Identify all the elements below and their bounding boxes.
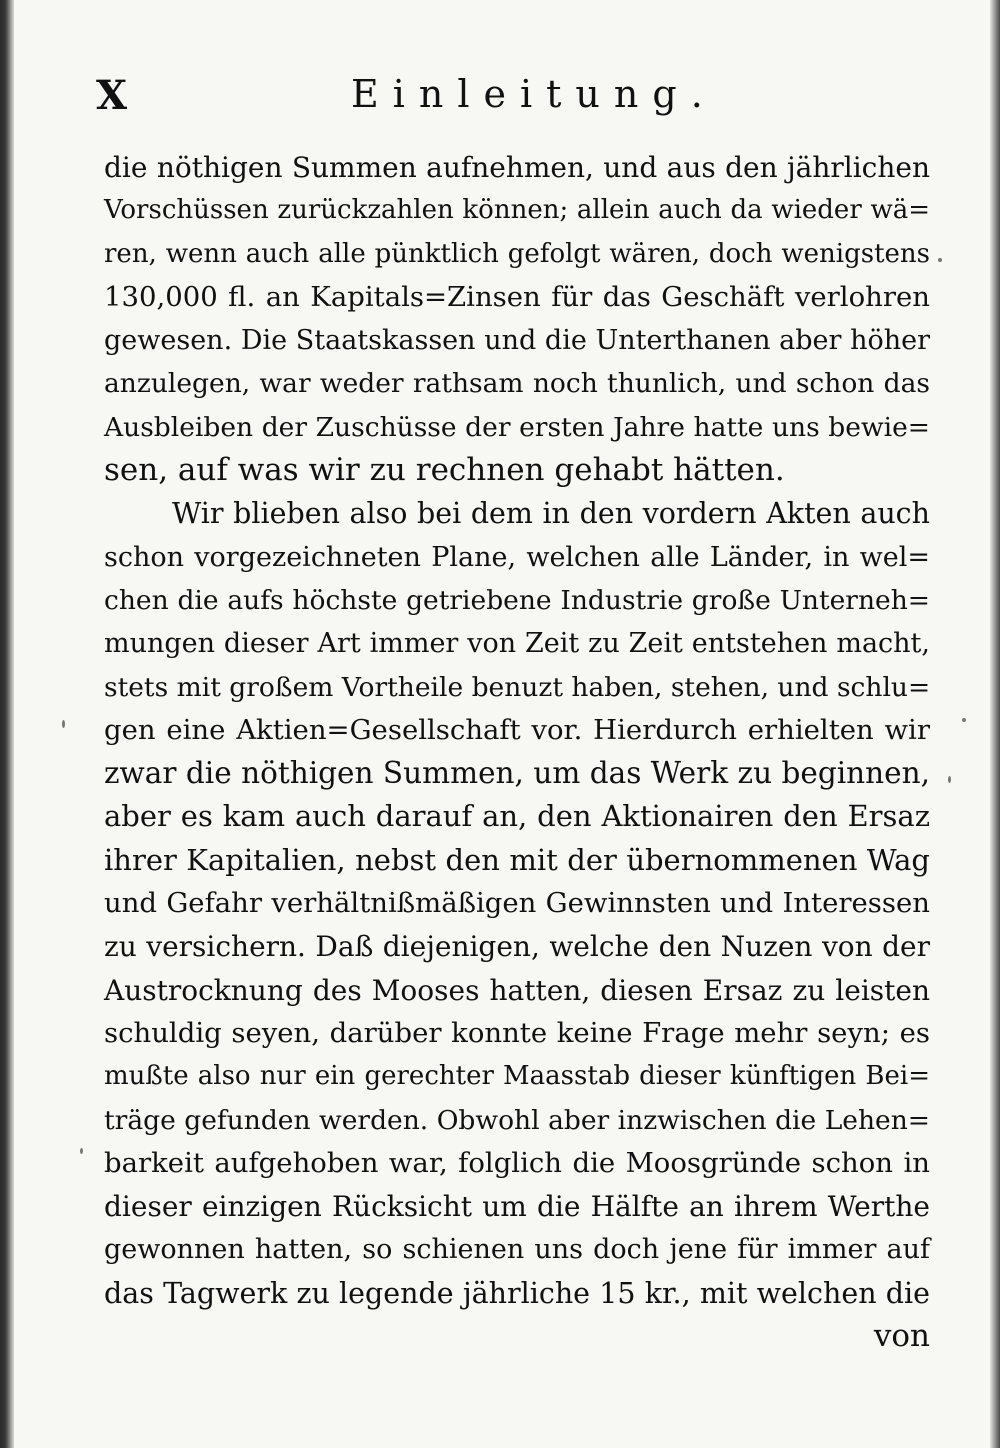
text-line: gewonnen hatten, so schienen uns doch jene für immer auf	[104, 1234, 930, 1266]
paragraph-start-line: Wir blieben also bei dem in den vordern Akten auch	[172, 497, 930, 531]
text-line: ihrer Kapitalien, nebst den mit der übernommenen Wag	[104, 842, 930, 877]
text-line: Vorschüssen zurückzahlen können; allein auch da wieder wä=	[104, 195, 930, 226]
paper-speck	[62, 720, 65, 728]
text-line: Ausbleiben der Zuschüsse der ersten Jahre hatte uns bewie=	[104, 411, 930, 443]
paper-speck	[80, 1148, 83, 1154]
text-line: mußte also nur ein gerechter Maasstab dieser künftigen Bei=	[104, 1061, 930, 1092]
text-line: chen die aufs höchste getriebene Industrie große Unterneh=	[104, 584, 930, 616]
text-line: träge gefunden werden. Obwohl aber inzwischen die Lehen=	[104, 1104, 930, 1136]
text-line: gen eine Aktien=Gesellschaft vor. Hierdurch erhielten wir	[104, 713, 930, 746]
text-line: schuldig seyen, darüber konnte keine Frage mehr seyn; es	[104, 1016, 930, 1049]
catchword: von	[873, 1318, 930, 1355]
text-line: anzulegen, war weder rathsam noch thunlich, und schon das	[104, 368, 930, 400]
paper-speck	[948, 776, 951, 783]
text-body	[104, 146, 930, 1358]
text-line: ren, wenn auch alle pünktlich gefolgt wären, doch wenigstens	[104, 238, 930, 269]
text-line: stets mit großem Vortheile benuzt haben, stehen, und schlu=	[104, 671, 931, 703]
text-line: mungen dieser Art immer von Zeit zu Zeit entstehen macht,	[104, 628, 930, 660]
text-line: schon vorgezeichneten Plane, welchen alle Länder, in wel=	[104, 541, 930, 573]
page-header	[96, 72, 932, 132]
page-edge-shadow-right	[990, 0, 1000, 1448]
text-line: barkeit aufgehoben war, folglich die Moosgründe schon in	[104, 1146, 930, 1179]
text-line: 130,000 fl. an Kapitals=Zinsen für das Geschäft verlohren	[104, 280, 930, 313]
paper-speck	[938, 258, 942, 262]
text-line: Austrocknung des Mooses hatten, diesen Ersaz zu leisten	[104, 973, 930, 1007]
text-line: aber es kam auch darauf an, den Aktionairen den Ersaz	[104, 799, 930, 834]
text-line: zwar die nöthigen Summen, um das Werk zu beginnen,	[104, 756, 930, 791]
running-title: Einleitung.	[351, 72, 717, 116]
text-line: dieser einzigen Rücksicht um die Hälfte an ihrem Werthe	[104, 1190, 930, 1224]
text-line: zu versichern. Daß diejenigen, welche den Nuzen von der	[104, 930, 930, 964]
text-line: gewesen. Die Staatskassen und die Unterthanen aber höher	[104, 325, 930, 357]
page-number: X	[96, 72, 129, 119]
text-line: sen, auf was wir zu rechnen gehabt hätten.	[104, 452, 785, 489]
text-line: die nöthigen Summen aufnehmen, und aus den jährlichen	[104, 151, 930, 184]
text-line: und Gefahr verhältnißmäßigen Gewinnsten und Interessen	[104, 887, 930, 920]
page-edge-shadow	[0, 0, 14, 1448]
text-line: das Tagwerk zu legende jährliche 15 kr., mit welchen die	[104, 1276, 930, 1310]
paper-speck	[962, 718, 966, 722]
